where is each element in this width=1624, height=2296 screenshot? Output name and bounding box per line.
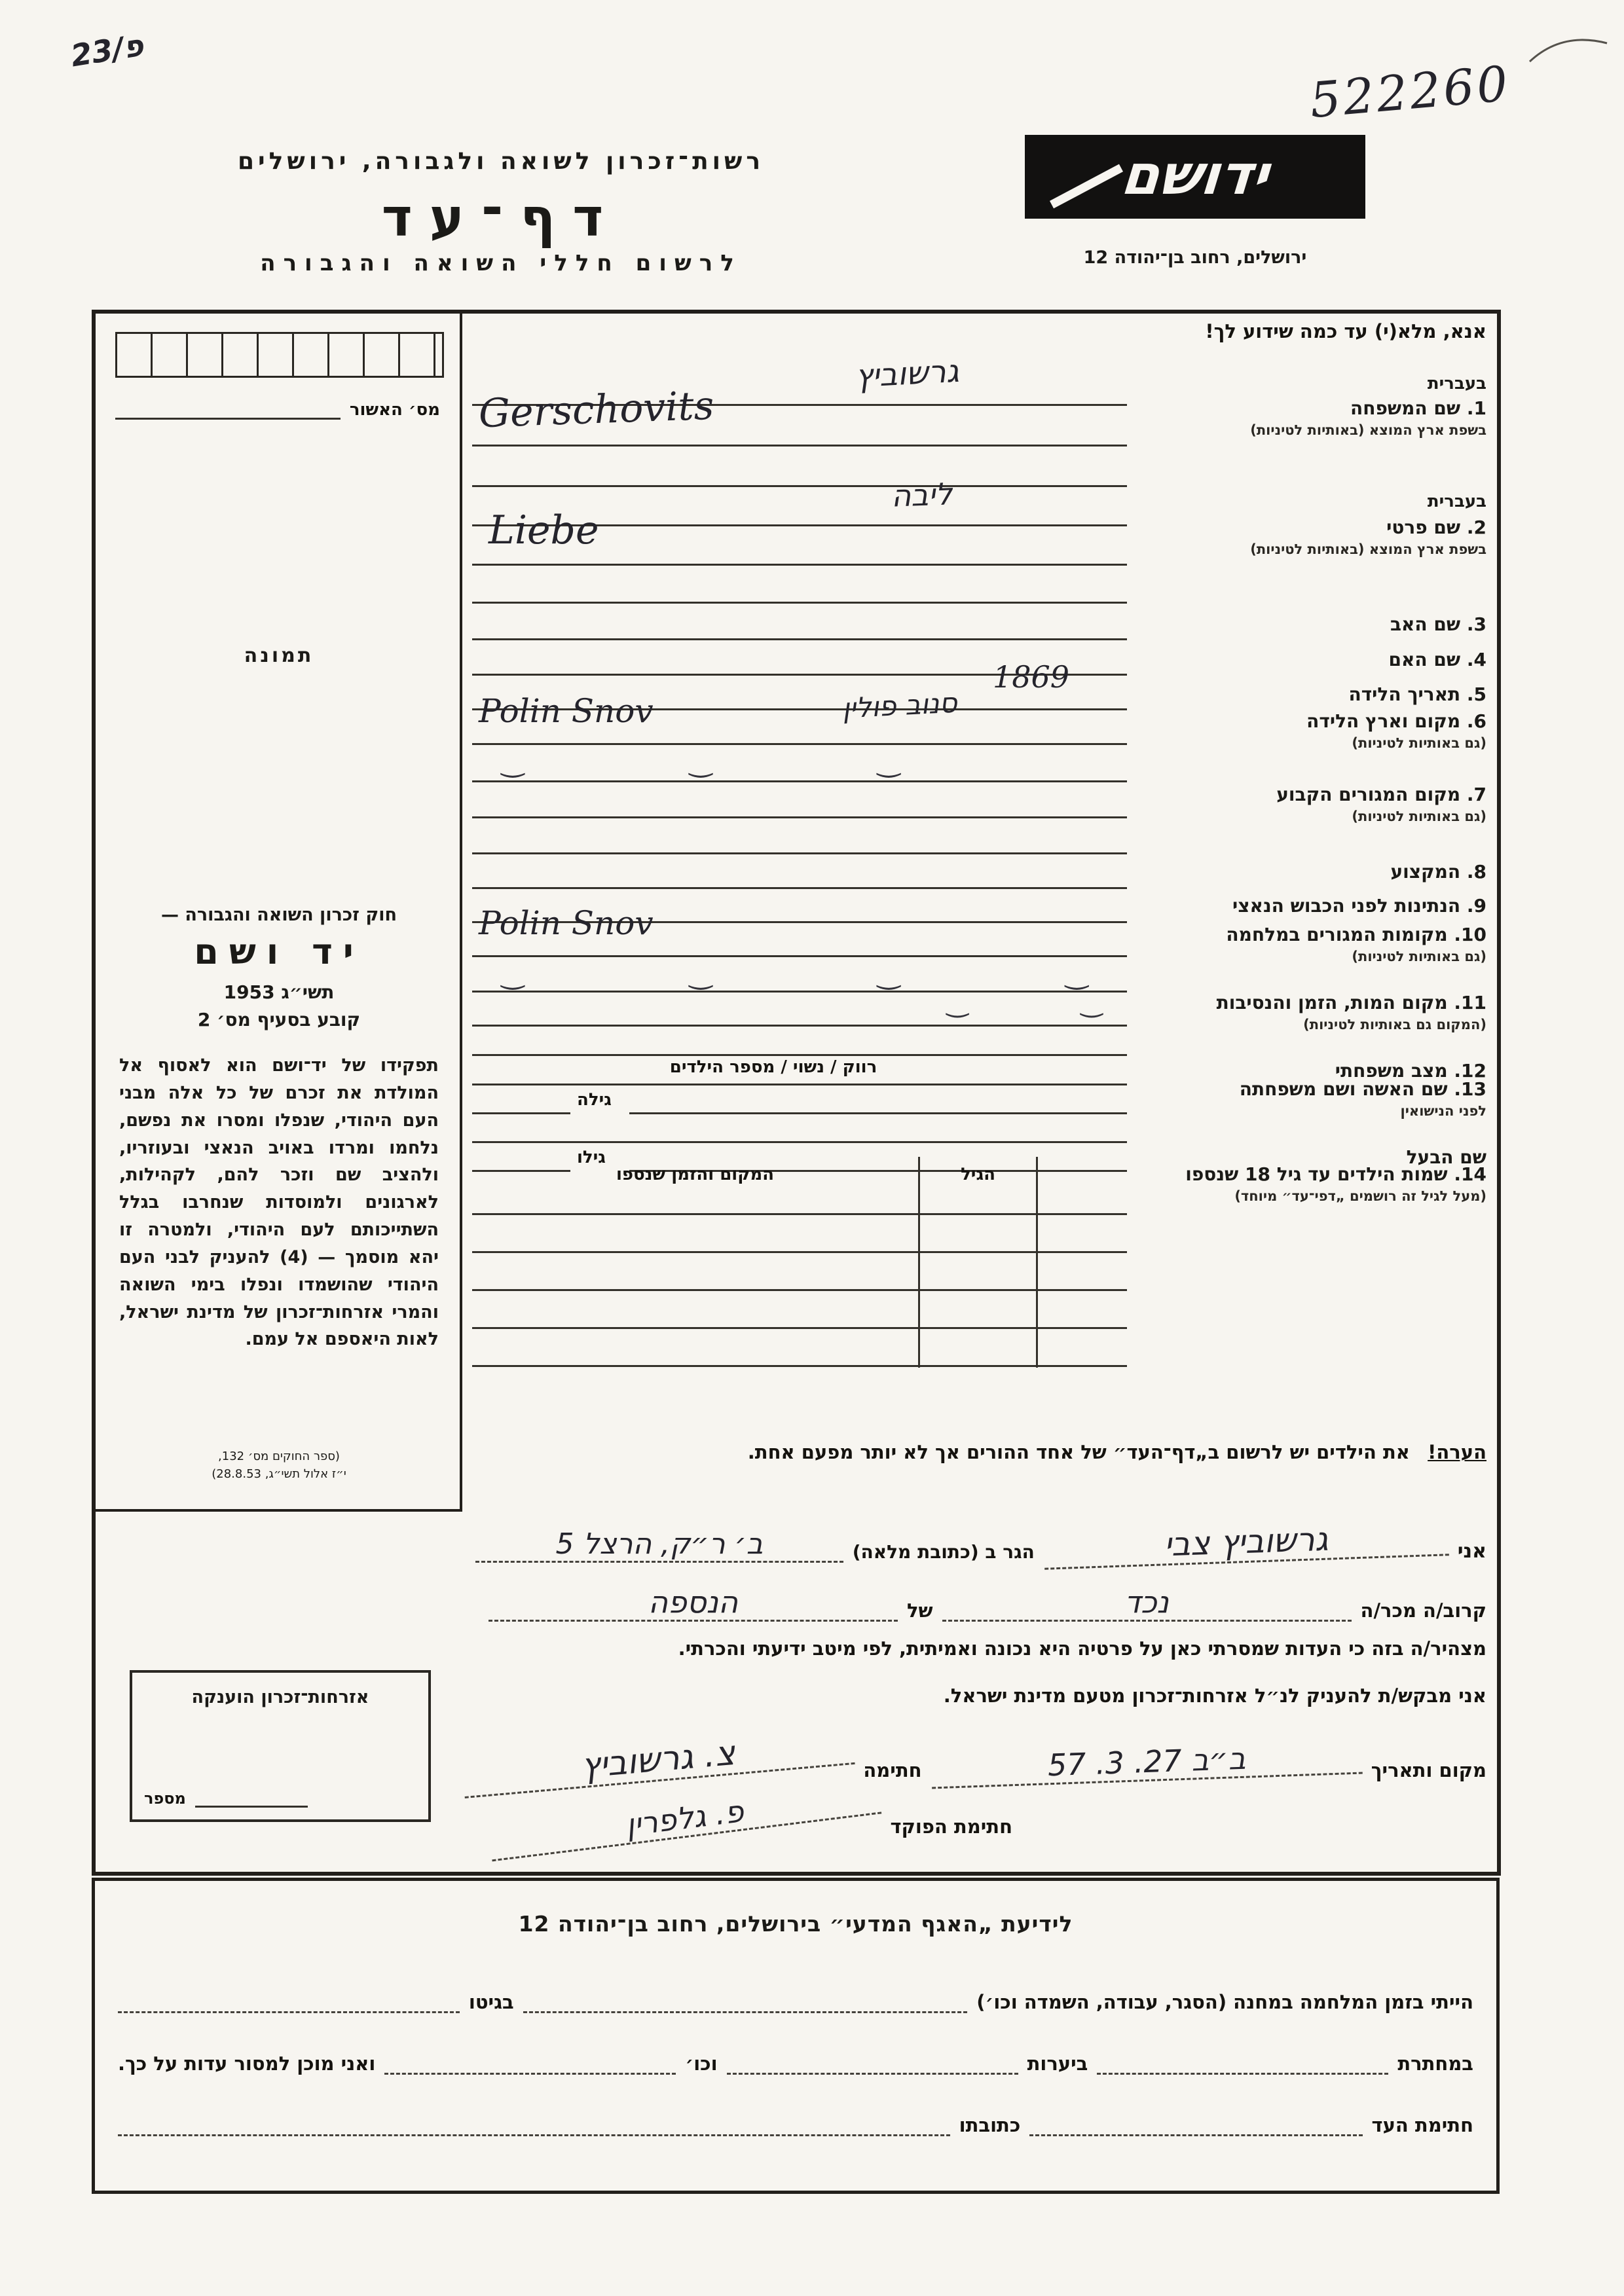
- citizenship-box-title: אזרחות־זכרון הוענקה: [191, 1687, 369, 1707]
- relation-row: [489, 1584, 1486, 1622]
- camp-answer-line: [523, 2010, 967, 2013]
- children-age-column-header: הגיל: [961, 1165, 995, 1184]
- first-name-latin-handwriting: Liebe: [489, 507, 599, 553]
- serial-number-handwriting: 522260: [1307, 55, 1513, 130]
- camp-label: הייתי בזמן המלחמה במחנה (הסגר, עבודה, השמדה וכו׳): [976, 1991, 1473, 2013]
- citizenship-number-row: [144, 1789, 308, 1808]
- declarant-name-handwriting: גרשוביץ צבי: [1043, 1516, 1449, 1570]
- etc-label: וכו׳: [685, 2052, 718, 2075]
- office-address: ירושלים, רחוב בן־יהודה 12: [1083, 247, 1307, 268]
- citizenship-box: [130, 1670, 431, 1822]
- law-ref-2: י״ז אלול תשי״ג, 28.8.53): [212, 1467, 346, 1481]
- underground-forests-row: [118, 2042, 1473, 2075]
- witness-signature-handwriting: צ. גרשוביץ: [461, 1723, 855, 1798]
- field-14-label: 14. שמות הילדים עד גיל 18 שנספו: [1185, 1163, 1486, 1185]
- witness-signature-line: [1029, 2133, 1362, 2136]
- law-clause: קובע בסעיף מס׳ 2: [197, 1009, 361, 1030]
- children-table-row-line: [472, 1289, 1127, 1291]
- sidebar-bottom-border: [96, 1509, 462, 1512]
- children-table-row-line: [472, 1213, 1127, 1215]
- relation-handwriting: נכד: [942, 1584, 1352, 1622]
- witness-address-line: [118, 2133, 950, 2136]
- field-5-label: 5. תאריך הלידה: [1348, 683, 1486, 705]
- ditto-marks: ‿ ‿ ‿ ‿: [502, 958, 1167, 990]
- answer-line: [472, 852, 1127, 854]
- page-title: דף־עד: [381, 187, 621, 248]
- field-7-label: 7. מקום המגורים הקבוע: [1276, 784, 1486, 805]
- approval-number-line: [115, 418, 341, 420]
- answer-line: [472, 816, 1127, 818]
- hebrew-tag-1: בעברית: [1427, 374, 1486, 393]
- of-label: של: [907, 1599, 933, 1622]
- answer-line: [472, 564, 1127, 566]
- birth-year-handwriting: 1869: [993, 659, 1070, 695]
- children-table-row-line: [472, 1251, 1127, 1253]
- authority-name: רשות־זכרון לשואה ולגבורה, ירושלים: [237, 148, 765, 175]
- place-date-label: מקום ותאריך: [1371, 1759, 1486, 1781]
- photo-placeholder-label: תמונה: [244, 644, 314, 667]
- field-13-sublabel: לפני הנישואין: [1400, 1103, 1486, 1119]
- official-signature-handwriting: פ. גלפרין: [488, 1777, 882, 1862]
- answer-line: [472, 780, 1127, 782]
- form-subtitle: לרשום חללי השואה והגבורה: [260, 250, 742, 276]
- relation-label: קרוב/ה מכר/ה: [1360, 1599, 1486, 1622]
- ghetto-label: בגיטו: [468, 1991, 514, 2013]
- forests-answer-line: [727, 2071, 1018, 2075]
- field-11-label: 11. מקום המות, הזמן והנסיבות: [1216, 992, 1486, 1013]
- wife-age-label: גילה: [577, 1090, 612, 1110]
- field-2-sublabel: בשפת ארץ המוצא (באותיות לטיניות): [1250, 541, 1486, 557]
- place-date-signature-row: [462, 1733, 1486, 1787]
- witness-address-label: כתובתו: [959, 2114, 1021, 2136]
- answer-line: [472, 1054, 1127, 1056]
- tally-box: [115, 332, 444, 378]
- field-11-sublabel: (המקום גם באותיות לטיניות): [1303, 1017, 1486, 1032]
- field-1-label: 1. שם המשפחה: [1350, 397, 1486, 419]
- forests-label: ביערות: [1027, 2052, 1088, 2075]
- testimony-form: [92, 310, 1501, 1876]
- official-signature-row: [489, 1793, 1012, 1843]
- willing-statement: ואני מוכן למסור עדות על כך.: [117, 2052, 376, 2075]
- info-strip: [92, 1878, 1500, 2194]
- note-line: [472, 1441, 1486, 1463]
- field-10-sublabel: (גם באותיות לטיניות): [1352, 949, 1486, 964]
- note-text: את הילדים יש לרשום ב„דף־העד״ של אחד ההורים אך לא יותר מפעם אחת.: [747, 1441, 1410, 1463]
- wife-name-line: [629, 1112, 1127, 1114]
- fill-instruction: אנא, מלא(י) עד כמה שידוע לך!: [1205, 320, 1486, 342]
- answer-line: [472, 955, 1127, 957]
- residing-label: הגר ב (כתובת מלאה): [852, 1541, 1035, 1563]
- marital-status-options: רווק / נשוי / מספר הילדים: [669, 1057, 877, 1077]
- declarant-address-handwriting: ב׳ ר״ק, הרצל 5: [475, 1527, 843, 1563]
- ditto-marks: ‿ ‿: [947, 988, 1155, 1018]
- yad-vashem-logo: [1025, 135, 1365, 219]
- answer-line: [472, 887, 1127, 889]
- info-strip-title: לידיעת „האגף המדעי״ בירושלים, רחוב בן־יהודה 12: [518, 1911, 1073, 1937]
- law-ref-1: (ספר החוקים מס׳ 132,: [218, 1449, 340, 1463]
- note-title: הערה!: [1428, 1441, 1486, 1463]
- answer-line: [472, 638, 1127, 640]
- answer-line: [472, 1025, 1127, 1027]
- husband-age-label: גילו: [577, 1148, 606, 1167]
- field-13-label: 13. שם האשה ושם משפחתה: [1239, 1078, 1486, 1100]
- family-name-latin-handwriting: Gerschovits: [477, 382, 715, 437]
- underground-label: במחתרת: [1397, 2052, 1473, 2075]
- birthplace-hebrew-handwriting: סנוב פולין: [841, 686, 958, 725]
- official-signature-label: חתימת הפוקד: [890, 1815, 1012, 1838]
- children-table-divider: [918, 1157, 920, 1368]
- declarant-identity-row: [475, 1522, 1486, 1563]
- ghetto-answer-line: [118, 2010, 460, 2013]
- corner-note-handwriting: פ/23: [68, 27, 146, 74]
- birthplace-latin-handwriting: Polin Snov: [479, 692, 654, 730]
- field-6-label: 6. מקום וארץ הלידה: [1306, 710, 1486, 732]
- answer-line: [472, 485, 1127, 487]
- field-1-sublabel: בשפת ארץ המוצא (באותיות לטיניות): [1250, 422, 1486, 438]
- witness-signature-row: [118, 2104, 1473, 2136]
- field-6-sublabel: (גם באותיות לטיניות): [1352, 735, 1486, 751]
- field-2-label: 2. שם פרטי: [1386, 517, 1486, 538]
- citizenship-number-label: מספר: [144, 1789, 186, 1808]
- law-year: תשי״ג 1953: [223, 981, 335, 1003]
- of-whom-handwriting: הנספה: [489, 1584, 898, 1622]
- answer-line: [472, 602, 1127, 604]
- children-table-row-line: [472, 1365, 1127, 1367]
- law-intro: חוק זכרון השואה והגבורה —: [160, 905, 397, 925]
- field-9-label: 9. הנתינות לפני הכבוש הנאצי: [1232, 895, 1486, 917]
- husband-name-label: שם הבעל: [1406, 1146, 1486, 1168]
- field-3-label: 3. שם האב: [1390, 613, 1486, 635]
- etc-answer-line: [384, 2071, 676, 2075]
- scan-mark: [1526, 27, 1612, 68]
- underground-answer-line: [1097, 2071, 1388, 2075]
- field-12-label: 12. מצב משפחתי: [1335, 1060, 1486, 1082]
- field-7-sublabel: (גם באותיות לטיניות): [1352, 809, 1486, 824]
- first-name-hebrew-handwriting: ליבה: [891, 476, 953, 514]
- family-name-hebrew-handwriting: גרשוביץ: [854, 352, 960, 395]
- approval-number-row: [115, 400, 440, 420]
- field-10-label: 10. מקומות המגורים במלחמה: [1226, 924, 1486, 945]
- ditto-marks: ‿ ‿ ‿: [502, 746, 978, 778]
- hebrew-tag-2: בעברית: [1427, 492, 1486, 511]
- answer-line: [472, 1084, 1127, 1085]
- answer-line: [472, 1141, 1127, 1143]
- children-table-row-line: [472, 1327, 1127, 1329]
- citizenship-request-statement: אני מבקש/ת להעניק לנ״ל אזרחות־זכרון מטעם מדינת ישראל.: [943, 1685, 1486, 1707]
- law-text: תפקידו של יד־ושם הוא לאסוף אל המולדת את זכרם של כל אלה מבני העם היהודי, שנפלו ומסרו את נפשם, נלחמו ומרדו באויב הנאצי ובעוזריו, ולהציב שם וזכר להם, לקהילות, לארגונים ולמוסדות שנחרבו בגלל השתייכותם לעם היהודי, ולמטרה זו יהא מוסמך — (4) להעניק לבני העם היהודי שהושמדו ונפלו בימי השואה והמרי אזרחות־זכרון של מדינת ישראל, לאות היאספם אל עמם.: [119, 1055, 439, 1350]
- signature-label: חתימה: [863, 1759, 922, 1781]
- i-label: אני: [1457, 1540, 1486, 1563]
- wife-age-line: [472, 1112, 570, 1114]
- declaration-statement: מצהיר/ה בזה כי העדות שמסרתי כאן על פרטיה היא נכונה ואמיתית, לפי מיטב ידיעתי והכרתי.: [678, 1637, 1486, 1660]
- logo-text: ידושם: [1118, 143, 1272, 207]
- law-name: יד ושם: [194, 931, 364, 972]
- wartime-residence-handwriting: Polin Snov: [479, 904, 654, 942]
- place-date-handwriting: ב״ב 27. 3. 57: [931, 1737, 1363, 1789]
- answer-line: [472, 743, 1127, 745]
- citizenship-number-line: [195, 1806, 308, 1808]
- approval-number-label: מס׳ האשור: [349, 400, 440, 420]
- camp-ghetto-row: [118, 1980, 1473, 2013]
- field-4-label: 4. שם האם: [1388, 649, 1486, 670]
- field-8-label: 8. המקצוע: [1390, 861, 1486, 883]
- answer-line: [472, 445, 1127, 446]
- children-place-column-header: המקום והזמן שנספו: [616, 1165, 775, 1184]
- witness-signature-label: חתימת העד: [1371, 2114, 1473, 2136]
- children-table-divider: [1036, 1157, 1038, 1368]
- field-14-sublabel: (מעל לגיל זה רושמים „דפי־עד״ מיוחד): [1234, 1188, 1486, 1204]
